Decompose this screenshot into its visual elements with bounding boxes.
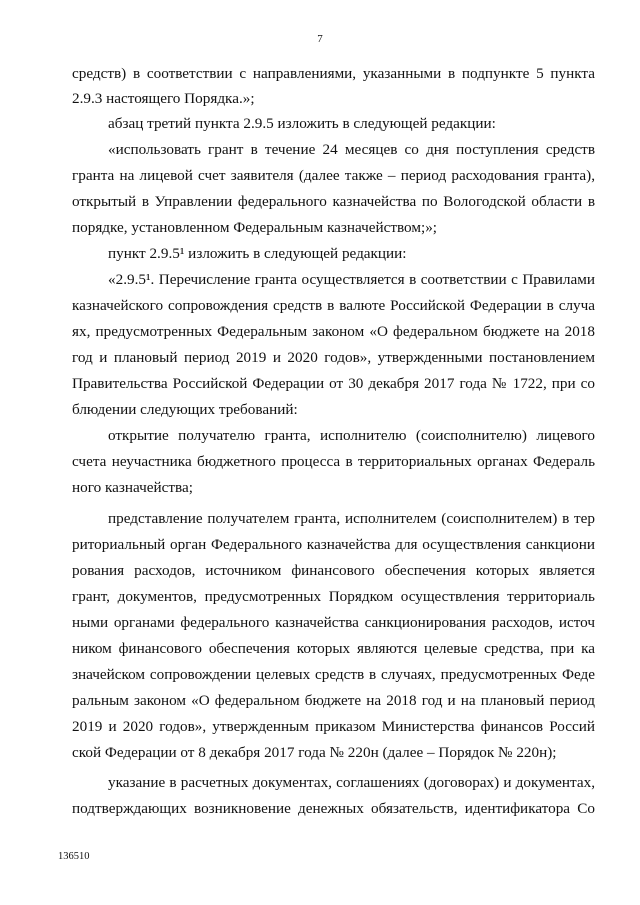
text-line: порядке, установленном Федеральным казначейством;»; [72, 219, 438, 236]
text-line: подтверждающих возникновение денежных обязательств, идентификатора Со [72, 800, 595, 817]
text-line: ральным законом «О федеральном бюджете на 2018 год и на плановый период [72, 692, 595, 709]
text-line: Правительства Российской Федерации от 30 декабря 2017 года № 1722, при со [72, 375, 595, 392]
text-line: грант, документов, предусмотренных Порядком осуществления территориаль [72, 588, 595, 605]
text-line: ником финансового обеспечения которых являются целевые средства, при ка [72, 640, 595, 657]
document-code: 136510 [58, 851, 90, 862]
text-line: 2.9.3 настоящего Порядка.»; [72, 90, 255, 107]
text-line: риториальный орган Федерального казначейства для осуществления санкциони [72, 536, 595, 553]
text-line: гранта на лицевой счет заявителя (далее также – период расходования гранта), [72, 167, 595, 184]
text-line: год и плановый период 2019 и 2020 годов», утвержденными постановлением [72, 349, 595, 366]
text-line: ях, предусмотренных Федеральным законом «О федеральном бюджете на 2018 [72, 323, 595, 340]
text-line: открытый в Управлении федерального казначейства по Вологодской области в [72, 193, 595, 210]
text-line: блюдении следующих требований: [72, 401, 298, 418]
text-line: открытие получателю гранта, исполнителю (соисполнителю) лицевого [108, 427, 595, 444]
text-line: «2.9.5¹. Перечисление гранта осуществляется в соответствии с Правилами [108, 271, 595, 288]
text-line: абзац третий пункта 2.9.5 изложить в следующей редакции: [108, 115, 496, 132]
text-line: ного казначейства; [72, 479, 193, 496]
text-line: указание в расчетных документах, соглашениях (договорах) и документах, [108, 774, 595, 791]
text-line: рования расходов, источником финансового обеспечения которых является [72, 562, 595, 579]
text-line: ными органами федерального казначейства санкционирования расходов, источ [72, 614, 595, 631]
page-number: 7 [317, 33, 323, 45]
text-line: «использовать грант в течение 24 месяцев со дня поступления средств [108, 141, 595, 158]
text-line: ской Федерации от 8 декабря 2017 года № 220н (далее – Порядок № 220н); [72, 744, 557, 761]
text-line: 2019 и 2020 годов», утвержденным приказом Министерства финансов Россий [72, 718, 595, 735]
text-line: казначейского сопровождения средств в валюте Российской Федерации в случа [72, 297, 595, 314]
text-line: значейском сопровождении целевых средств в случаях, предусмотренных Феде [72, 666, 595, 683]
text-line: средств) в соответствии с направлениями, указанными в подпункте 5 пункта [72, 65, 595, 82]
text-line: представление получателем гранта, исполнителем (соисполнителем) в тер [108, 510, 595, 527]
text-line: счета неучастника бюджетного процесса в территориальных органах Федераль [72, 453, 595, 470]
text-line: пункт 2.9.5¹ изложить в следующей редакции: [108, 245, 407, 262]
